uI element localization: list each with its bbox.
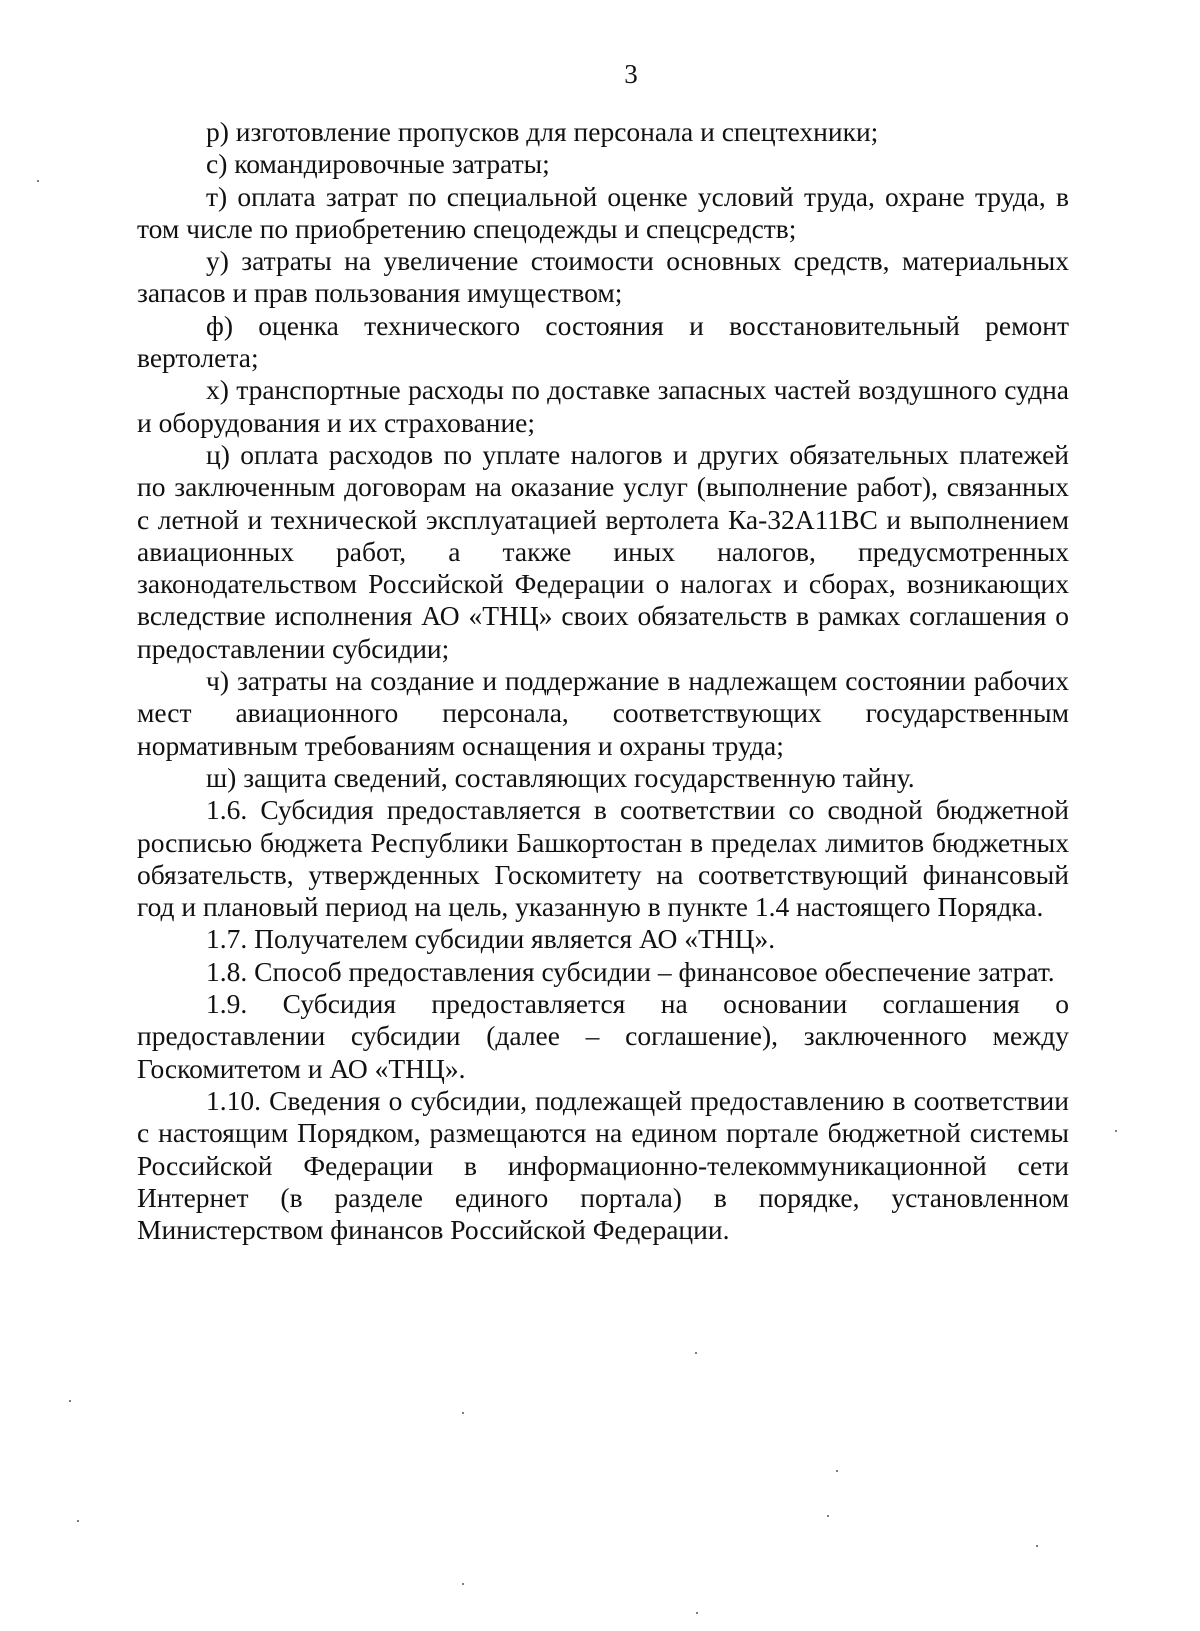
scan-speck (836, 1470, 838, 1472)
paragraph-u: у) затраты на увеличение стоимости основных средств, материальных запасов и прав пользования имуществом; (137, 245, 1069, 309)
scan-speck (462, 1583, 464, 1585)
paragraph-1-10: 1.10. Сведения о субсидии, подлежащей предоставлению в соответствии с настоящим Порядком, размещаются на едином портале бюджетной системы Российской Федерации в информационно-телекоммуникационной сети Интернет (в разделе единого портала) в порядке, установленном Министерством финансов Российской Федерации. (137, 1084, 1069, 1246)
scan-speck (696, 1612, 698, 1614)
scan-speck (37, 180, 39, 182)
scan-speck (827, 1515, 829, 1517)
paragraph-s: с) командировочные затраты; (206, 148, 550, 180)
paragraph-ch: ч) затраты на создание и поддержание в надлежащем состоянии рабочих мест авиационного персонала, соответствующих государственным нормативным требованиям оснащения и охраны труда; (137, 665, 1069, 761)
paragraph-1-9: 1.9. Субсидия предоставляется на основании соглашения о предоставлении субсидии (далее – соглашение), заключенного между Госкомитетом и АО «ТНЦ». (137, 988, 1069, 1084)
scan-speck (462, 1412, 464, 1414)
paragraph-1-8: 1.8. Способ предоставления субсидии – финансовое обеспечение затрат. (206, 955, 1055, 987)
scan-speck (77, 1520, 79, 1522)
document-body (137, 116, 1069, 1246)
page-number: 3 (624, 59, 638, 89)
paragraph-t: т) оплата затрат по специальной оценке условий труда, охране труда, в том числе по приобретению спецодежды и спецсредств; (137, 180, 1069, 244)
scan-speck (695, 1352, 697, 1354)
paragraph-1-7: 1.7. Получателем субсидии является АО «ТНЦ». (206, 923, 776, 955)
paragraph-f: ф) оценка технического состояния и восстановительный ремонт вертолета; (137, 309, 1069, 374)
paragraph-1-6: 1.6. Субсидия предоставляется в соответствии со сводной бюджетной росписью бюджета Республики Башкортостан в пределах лимитов бюджетных обязательств, утвержденных Госкомитету на соответствующий финансовый год и плановый период на цель, указанную в пункте 1.4 настоящего Порядка. (137, 794, 1069, 923)
scan-speck (1036, 1545, 1038, 1547)
paragraph-r: р) изготовление пропусков для персонала и спецтехники; (206, 116, 879, 147)
scan-speck (69, 1400, 71, 1402)
paragraph-ts: ц) оплата расходов по уплате налогов и других обязательных платежей по заключенным договорам на оказание услуг (выполнение работ), связанных с летной и технической эксплуатацией вертолета Ка-32А11ВС и выполнением авиационных работ, а также иных налогов, предусмотренных законодательством Российской Федерации о налогах и сборах, возникающих вследствие исполнения АО «ТНЦ» своих обязательств в рамках соглашения о предоставлении субсидии; (137, 438, 1069, 664)
paragraph-kh: х) транспортные расходы по доставке запасных частей воздушного судна и оборудования и их страхование; (137, 374, 1069, 438)
scan-speck (1115, 1130, 1117, 1132)
paragraph-sh: ш) защита сведений, составляющих государственную тайну. (206, 761, 915, 793)
